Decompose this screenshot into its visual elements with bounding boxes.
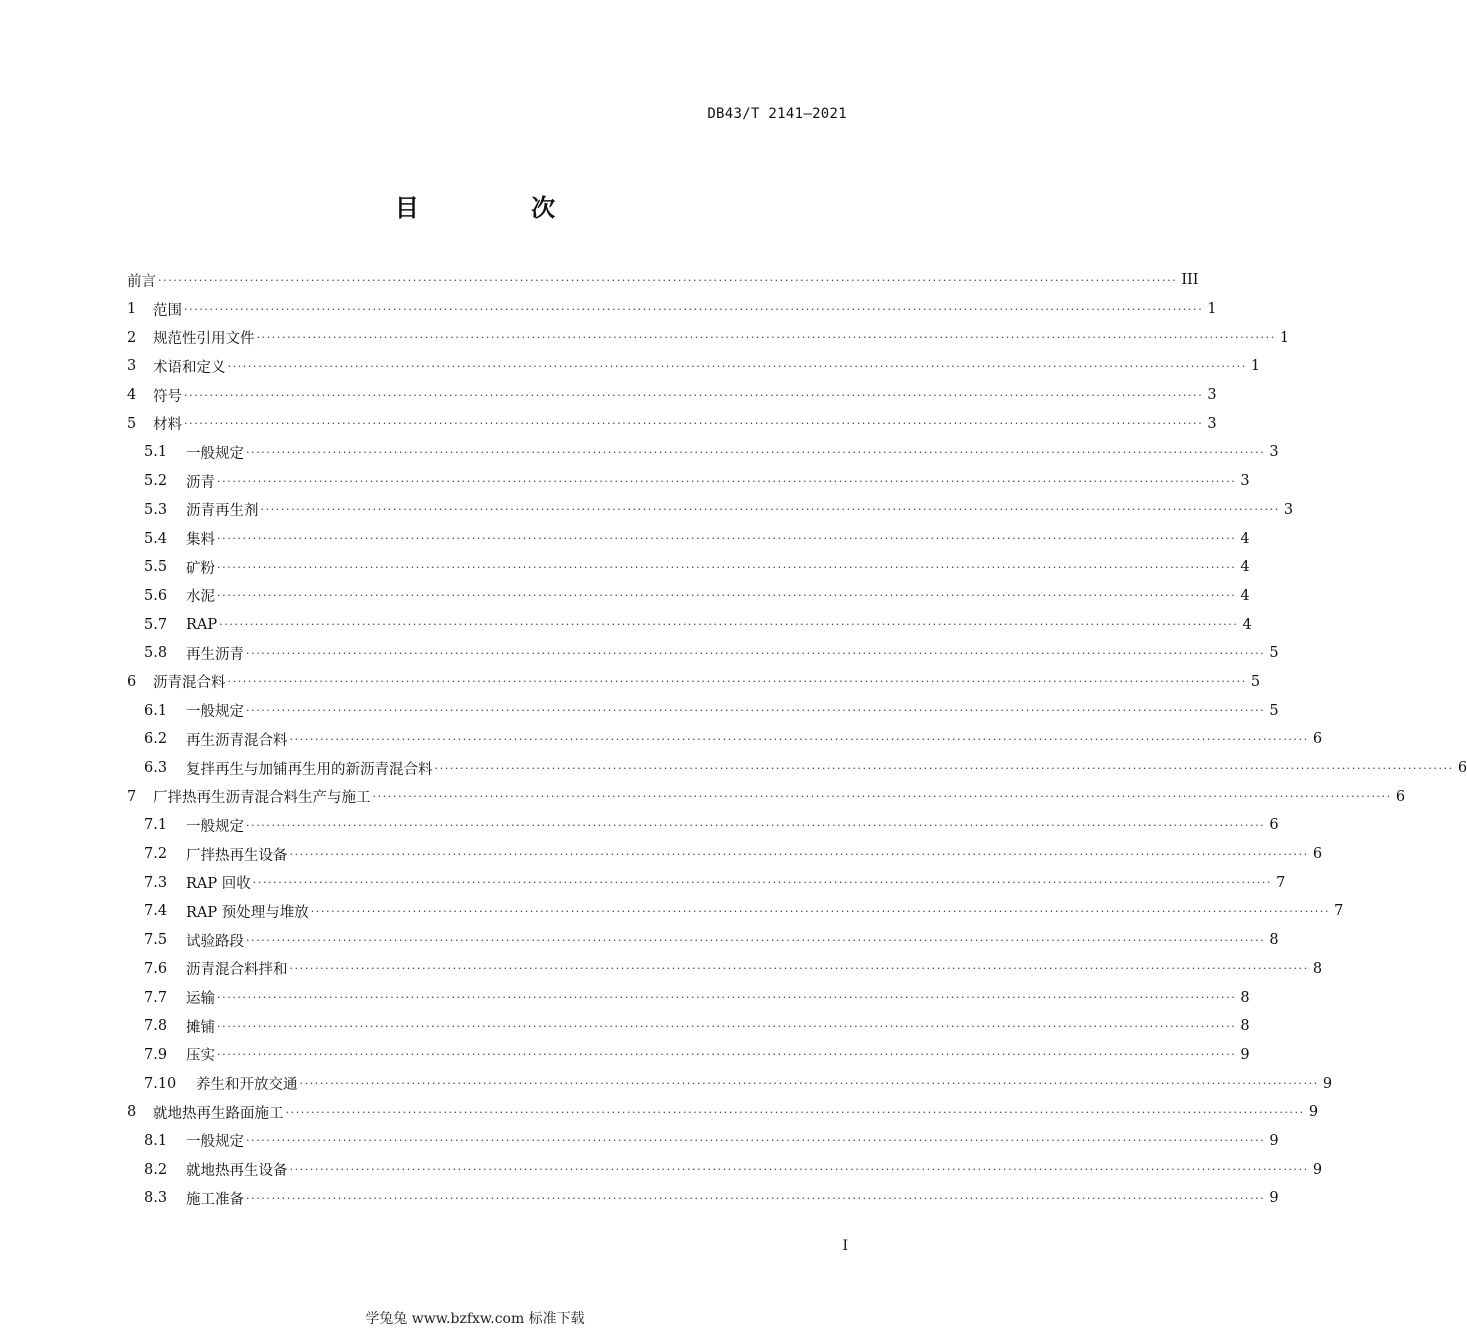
toc-entry-title: RAP 预处理与堆放 xyxy=(186,904,309,921)
toc-dot-leader: ········································································································································································································ xyxy=(217,532,1237,546)
toc-dot-leader: ········································································································································································································ xyxy=(184,417,1204,431)
toc-entry[interactable] xyxy=(127,467,1250,496)
toc-entry-title: 一般规定 xyxy=(186,704,244,721)
toc-entry[interactable] xyxy=(127,1012,1250,1041)
toc-entry-title: 符号 xyxy=(153,388,182,405)
toc-entry-number: 8.2 xyxy=(144,1161,168,1178)
toc-entry-page: 8 xyxy=(1269,932,1279,949)
toc-dot-leader: ········································································································································································································ xyxy=(246,1134,1266,1148)
toc-entry-page: 4 xyxy=(1242,616,1252,633)
toc-entry[interactable] xyxy=(127,553,1250,582)
toc-dot-leader: ········································································································································································································ xyxy=(217,991,1237,1005)
toc-dot-leader: ········································································································································································································ xyxy=(246,1191,1266,1205)
toc-dot-leader: ········································································································································································································ xyxy=(310,904,1331,918)
toc-dot-leader: ········································································································································································································ xyxy=(260,503,1280,517)
toc-entry-page: 1 xyxy=(1207,301,1217,318)
toc-entry-number: 7 xyxy=(127,788,137,805)
toc-entry-title: 规范性引用文件 xyxy=(153,331,255,348)
toc-dot-leader: ········································································································································································································ xyxy=(184,302,1204,316)
toc-entry-number: 5.5 xyxy=(144,559,168,576)
toc-entry[interactable] xyxy=(127,1069,1333,1098)
toc-entry[interactable] xyxy=(127,1127,1279,1156)
toc-entry-number: 5.3 xyxy=(144,501,168,518)
toc-entry[interactable] xyxy=(127,323,1290,352)
toc-entry-number: 7.10 xyxy=(144,1075,177,1092)
toc-dot-leader: ········································································································································································································ xyxy=(289,1163,1309,1177)
toc-entry[interactable] xyxy=(127,610,1252,639)
toc-entry-page: 3 xyxy=(1240,473,1250,490)
toc-entry-title: 运输 xyxy=(186,991,215,1008)
toc-entry-number: 5.7 xyxy=(144,616,168,633)
toc-entry-title: RAP 回收 xyxy=(186,876,251,893)
toc-entry-number: 6 xyxy=(127,673,137,690)
toc-entry-title: 施工准备 xyxy=(186,1191,244,1208)
toc-entry[interactable] xyxy=(127,696,1279,725)
toc-entry-title: 沥青混合料 xyxy=(153,675,226,692)
toc-entry[interactable] xyxy=(127,1184,1279,1213)
toc-entry-page: 5 xyxy=(1269,645,1279,662)
toc-dot-leader: ········································································································································································································ xyxy=(246,818,1266,832)
toc-entry-number: 5.2 xyxy=(144,473,168,490)
toc-entry-page: 4 xyxy=(1240,530,1250,547)
toc-dot-leader: ········································································································································································································ xyxy=(217,1019,1237,1033)
toc-entry-page: 9 xyxy=(1312,1161,1323,1178)
toc-entry[interactable] xyxy=(127,496,1294,525)
toc-entry-page: 9 xyxy=(1322,1075,1333,1092)
toc-entry-page: 1 xyxy=(1250,358,1261,375)
toc-dot-leader: ········································································································································································································ xyxy=(217,560,1237,574)
toc-entry-number: 3 xyxy=(127,358,137,375)
toc-entry-page: 8 xyxy=(1240,1018,1250,1035)
toc-entry-number: 8.1 xyxy=(144,1132,168,1149)
toc-entry[interactable] xyxy=(127,955,1323,984)
toc-entry-title: 试验路段 xyxy=(186,933,244,950)
toc-entry-number: 7.6 xyxy=(144,960,168,977)
toc-entry-title: 沥青 xyxy=(186,474,215,491)
toc-entry-page: 9 xyxy=(1269,1190,1279,1207)
toc-entry-page: 6 xyxy=(1312,731,1323,748)
toc-entry-number: 7.4 xyxy=(144,903,168,920)
toc-entry-title: RAP xyxy=(186,616,218,633)
toc-entry[interactable] xyxy=(127,983,1250,1012)
toc-entry-page: 8 xyxy=(1312,960,1323,977)
toc-dot-leader: ········································································································································································································ xyxy=(217,474,1237,488)
toc-entry-page: 3 xyxy=(1207,415,1217,432)
toc-dot-leader: ········································································································································································································ xyxy=(289,847,1309,861)
toc-entry-page: 3 xyxy=(1283,501,1294,518)
toc-entry-title: 压实 xyxy=(186,1048,215,1065)
toc-entry-page: 7 xyxy=(1276,874,1286,891)
toc-entry-number: 7.9 xyxy=(144,1046,168,1063)
toc-entry-number: 5 xyxy=(127,415,137,432)
toc-dot-leader: ········································································································································································································ xyxy=(434,761,1454,775)
toc-entry[interactable] xyxy=(127,840,1323,869)
toc-entry-number: 2 xyxy=(127,329,137,346)
toc-entry-title: 再生沥青混合料 xyxy=(186,732,288,749)
page-title: 目 次 xyxy=(394,194,608,222)
toc-entry[interactable] xyxy=(127,1155,1323,1184)
toc-entry-page: 9 xyxy=(1269,1132,1279,1149)
toc-entry-title: 一般规定 xyxy=(186,445,244,462)
toc-entry-number: 4 xyxy=(127,387,137,404)
toc-entry[interactable] xyxy=(127,582,1250,611)
toc-entry-page: 6 xyxy=(1457,760,1467,777)
toc-entry-page: 9 xyxy=(1308,1104,1319,1121)
toc-entry[interactable] xyxy=(127,1041,1250,1070)
toc-entry[interactable] xyxy=(127,295,1217,324)
toc-entry-title: 矿粉 xyxy=(186,560,215,577)
toc-entry-title: 集料 xyxy=(186,532,215,549)
toc-entry-title: 水泥 xyxy=(186,589,215,606)
toc-entry[interactable] xyxy=(127,524,1250,553)
toc-dot-leader: ········································································································································································································ xyxy=(246,933,1266,947)
toc-entry-page: 6 xyxy=(1312,846,1323,863)
toc-entry-page: III xyxy=(1181,272,1199,289)
toc-entry[interactable] xyxy=(127,897,1344,926)
toc-entry[interactable] xyxy=(127,868,1286,897)
toc-entry[interactable] xyxy=(127,811,1279,840)
table-of-contents xyxy=(127,266,1467,1213)
toc-entry[interactable] xyxy=(127,352,1261,381)
toc-entry-title: 材料 xyxy=(153,417,182,434)
toc-dot-leader: ········································································································································································································ xyxy=(252,876,1273,890)
toc-dot-leader: ········································································································································································································ xyxy=(246,704,1266,718)
toc-entry-title: 养生和开放交通 xyxy=(196,1077,298,1094)
toc-entry-number: 1 xyxy=(127,301,137,318)
toc-entry-number: 7.7 xyxy=(144,989,168,1006)
toc-entry[interactable] xyxy=(127,409,1217,438)
toc-dot-leader: ········································································································································································································ xyxy=(217,589,1237,603)
toc-entry-number: 8.3 xyxy=(144,1190,168,1207)
toc-entry-number: 5.8 xyxy=(144,645,168,662)
toc-entry-page: 7 xyxy=(1334,903,1344,920)
toc-entry-title: 就地热再生设备 xyxy=(186,1163,288,1180)
toc-entry-page: 8 xyxy=(1240,989,1250,1006)
watermark-text: 学兔兔 www.bzfxw.com 标准下载 xyxy=(365,1311,585,1327)
toc-entry-title: 沥青再生剂 xyxy=(186,503,259,520)
toc-dot-leader: ········································································································································································································ xyxy=(227,675,1247,689)
toc-dot-leader: ········································································································································································································ xyxy=(227,359,1247,373)
toc-entry-title: 厂拌热再生沥青混合料生产与施工 xyxy=(153,790,371,807)
toc-dot-leader: ········································································································································································································ xyxy=(372,790,1392,804)
toc-entry-title: 前言 xyxy=(127,273,156,290)
toc-entry-number: 6.2 xyxy=(144,731,168,748)
toc-entry-title: 术语和定义 xyxy=(153,359,226,376)
toc-entry[interactable] xyxy=(127,754,1467,783)
toc-entry-page: 1 xyxy=(1279,329,1290,346)
toc-entry-number: 6.1 xyxy=(144,702,168,719)
toc-dot-leader: ········································································································································································································ xyxy=(246,445,1266,459)
toc-entry[interactable] xyxy=(127,639,1279,668)
toc-entry-title: 厂拌热再生设备 xyxy=(186,847,288,864)
toc-entry-number: 7.2 xyxy=(144,846,168,863)
toc-dot-leader: ········································································································································································································ xyxy=(158,273,1178,287)
page-number: I xyxy=(842,1238,848,1254)
toc-dot-leader: ········································································································································································································ xyxy=(219,618,1239,632)
toc-dot-leader: ········································································································································································································ xyxy=(256,331,1276,345)
toc-entry-title: 范围 xyxy=(153,302,182,319)
toc-entry-page: 5 xyxy=(1250,673,1261,690)
toc-entry-page: 3 xyxy=(1207,387,1217,404)
toc-entry-number: 8 xyxy=(127,1104,137,1121)
toc-dot-leader: ········································································································································································································ xyxy=(184,388,1204,402)
document-code: DB43/T 2141—2021 xyxy=(707,106,847,122)
toc-entry[interactable] xyxy=(127,782,1406,811)
toc-entry-page: 6 xyxy=(1269,817,1279,834)
toc-entry-number: 7.5 xyxy=(144,932,168,949)
toc-entry-number: 5.6 xyxy=(144,587,168,604)
toc-entry-number: 7.3 xyxy=(144,874,168,891)
toc-entry[interactable] xyxy=(127,381,1217,410)
toc-entry[interactable] xyxy=(127,725,1323,754)
toc-entry-page: 4 xyxy=(1240,587,1250,604)
toc-dot-leader: ········································································································································································································ xyxy=(285,1105,1305,1119)
toc-dot-leader: ········································································································································································································ xyxy=(289,962,1309,976)
toc-entry-number: 5.4 xyxy=(144,530,168,547)
toc-entry-title: 再生沥青 xyxy=(186,646,244,663)
toc-entry-title: 摊铺 xyxy=(186,1019,215,1036)
toc-dot-leader: ········································································································································································································ xyxy=(289,732,1309,746)
toc-entry[interactable] xyxy=(127,926,1279,955)
toc-entry-number: 6.3 xyxy=(144,760,168,777)
toc-entry-page: 5 xyxy=(1269,702,1279,719)
toc-entry-number: 7.8 xyxy=(144,1018,168,1035)
toc-entry[interactable] xyxy=(127,1098,1319,1127)
toc-entry[interactable] xyxy=(127,668,1261,697)
toc-entry-title: 就地热再生路面施工 xyxy=(153,1105,284,1122)
toc-entry-title: 一般规定 xyxy=(186,1134,244,1151)
toc-entry[interactable] xyxy=(127,266,1199,295)
toc-entry-page: 3 xyxy=(1269,444,1279,461)
toc-entry-title: 一般规定 xyxy=(186,818,244,835)
toc-entry-title: 沥青混合料拌和 xyxy=(186,962,288,979)
toc-dot-leader: ········································································································································································································ xyxy=(217,1048,1237,1062)
toc-entry-page: 9 xyxy=(1240,1046,1250,1063)
toc-entry-title: 复拌再生与加铺再生用的新沥青混合料 xyxy=(186,761,433,778)
toc-entry-page: 6 xyxy=(1395,788,1406,805)
toc-entry-page: 4 xyxy=(1240,559,1250,576)
toc-entry[interactable] xyxy=(127,438,1279,467)
toc-entry-number: 7.1 xyxy=(144,817,168,834)
toc-dot-leader: ········································································································································································································ xyxy=(246,646,1266,660)
toc-dot-leader: ········································································································································································································ xyxy=(299,1077,1319,1091)
toc-entry-number: 5.1 xyxy=(144,444,168,461)
